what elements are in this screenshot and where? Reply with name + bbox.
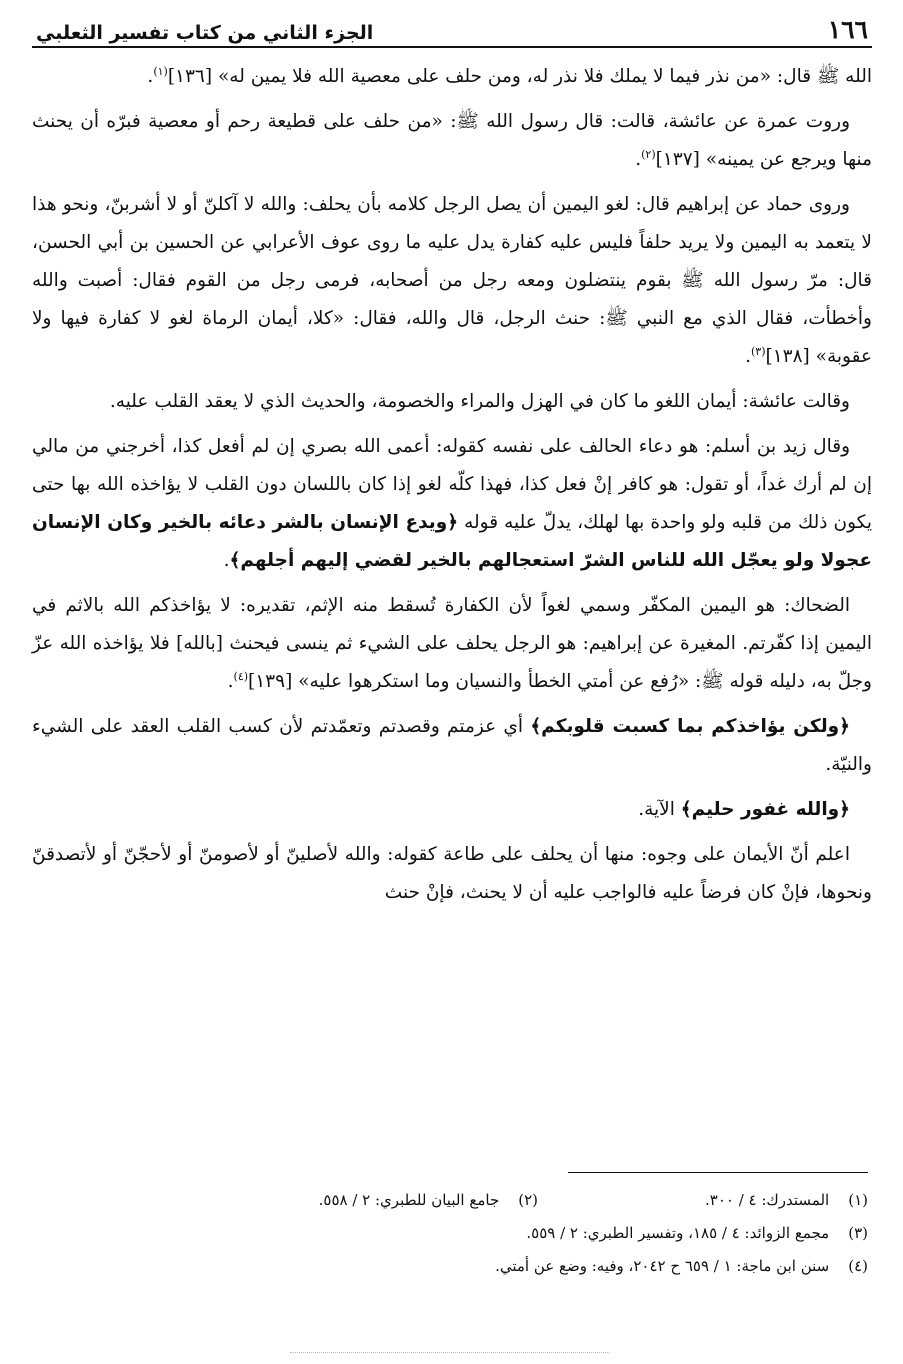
sentence-end: . xyxy=(147,66,154,87)
footnotes xyxy=(36,1184,868,1283)
paragraph-5 xyxy=(32,428,872,580)
footnote-marker: (٣) xyxy=(751,344,766,358)
footnote-text: مجمع الزوائد: ٤ / ١٨٥، وتفسير الطبري: ٢ / ٥٥٩. xyxy=(526,1224,830,1242)
paragraph-3 xyxy=(32,186,872,376)
paragraph-2 xyxy=(32,103,872,179)
footnote-number: (٤) xyxy=(848,1257,868,1275)
paragraph-8 xyxy=(32,791,872,829)
sentence-end: . xyxy=(745,346,751,367)
scan-edge-mark xyxy=(290,1352,610,1353)
footnote-item xyxy=(319,1184,538,1217)
footnote-number: (١) xyxy=(848,1191,868,1209)
footnote-marker: (١) xyxy=(153,64,168,78)
paragraph-4 xyxy=(32,383,872,421)
footnote-text: سنن ابن ماجة: ١ / ٦٥٩ ح ٢٠٤٢، وفيه: وضع عن أمتي. xyxy=(495,1257,830,1275)
footnote-number: (٢) xyxy=(518,1191,538,1209)
paragraph-text: وروت عمرة عن عائشة، قالت: قال رسول الله ﷺ: «من حلف على قطيعة رحم أو معصية فبرّه أن يحنث منها ويرجع عن يمينه» [١٣٧] xyxy=(32,111,872,170)
paragraph-text: وقال زيد بن أسلم: هو دعاء الحالف على نفسه كقوله: أعمى الله بصري إن لم أفعل كذا، أخرجني من مالي إن لم أرك غداً، أو تقول: هو كافر إنْ فعل كذا، فهذا كلّه لغو إذا كان باللسان دون القلب لا يؤاخذه الله بها حتى يكون ذلك من قلبه ولو واحدة بها لهلك، يدلّ عليه قوله xyxy=(32,436,872,533)
footnote-number: (٣) xyxy=(848,1224,868,1242)
main-text xyxy=(32,58,872,912)
paragraph-9 xyxy=(32,836,872,912)
quran-verse: ﴿ويدع الإنسان بالشر دعائه بالخير وكان الإنسان عجولا ولو يعجّل الله للناس الشرّ استعجالهم بالخير لقضي إليهم أجلهم﴾ xyxy=(32,512,872,571)
sentence-end: . xyxy=(635,149,642,170)
paragraph-text: الله ﷺ قال: «من نذر فيما لا يملك فلا نذر له، ومن حلف على معصية الله فلا يمين له» [١٣٦] xyxy=(167,66,872,87)
page-header xyxy=(32,12,872,48)
footnote-item xyxy=(526,1217,868,1250)
footnote-text: المستدرك: ٤ / ٣٠٠. xyxy=(704,1191,830,1209)
book-page xyxy=(32,12,872,1352)
footnote-item xyxy=(538,1184,868,1217)
paragraph-text: وقالت عائشة: أيمان اللغو ما كان في الهزل والمراء والخصومة، والحديث الذي لا يعقد القلب عليه. xyxy=(109,391,850,412)
paragraph-6 xyxy=(32,587,872,701)
sentence-end: . xyxy=(227,671,234,692)
paragraph-text: الآية. xyxy=(638,799,675,820)
quran-verse: ﴿والله غفور حليم﴾ xyxy=(680,799,850,820)
quran-verse: ﴿ولكن يؤاخذكم بما كسبت قلوبكم﴾ xyxy=(530,716,850,737)
paragraph-1 xyxy=(32,58,872,96)
footnote-divider xyxy=(568,1172,868,1173)
footnote-row xyxy=(36,1250,868,1283)
paragraph-7 xyxy=(32,708,872,784)
footnote-row xyxy=(36,1184,868,1217)
paragraph-text: أي عزمتم وقصدتم وتعمّدتم لأن كسب القلب العقد على الشيء والنيّة. xyxy=(32,716,872,775)
paragraph-text: وروى حماد عن إبراهيم قال: لغو اليمين أن يصل الرجل كلامه بأن يحلف: والله لا آكلنّ أو لا أشربنّ، ونحو هذا لا يتعمد به اليمين ولا يريد حلفاً فليس عليه كفارة يدل عليه ما روى عوف الأعرابي عن الحسين بن أبي الحسن، قال: مرّ رسول الله ﷺ بقوم ينتضلون ومعه رجل من أصحابه، فرمى رجل من القوم فقال: أصبت والله وأخطأت، فقال الذي مع النبي ﷺ: حنث الرجل، قال والله، فقال: «كلا، أيمان الرماة لغو لا كفارة فيها ولا عقوبة» [١٣٨] xyxy=(32,194,872,367)
footnote-item xyxy=(495,1250,868,1283)
running-title: الجزء الثاني من كتاب تفسير الثعلبي xyxy=(36,22,374,44)
sentence-end: . xyxy=(223,550,230,571)
footnote-marker: (٢) xyxy=(641,147,656,161)
footnote-text: جامع البيان للطبري: ٢ / ٥٥٨. xyxy=(318,1191,500,1209)
paragraph-text: اعلم أنّ الأيمان على وجوه: منها أن يحلف على طاعة كقوله: والله لأصلينّ أو لأصومنّ أو لأحجّنّ أو لأتصدقنّ ونحوها، فإنْ كان فرضاً عليه فالواجب عليه أن لا يحنث، فإنْ حنث xyxy=(32,844,872,903)
page-number: ١٦٦ xyxy=(827,15,868,44)
paragraph-text: الضحاك: هو اليمين المكفّر وسمي لغواً لأن الكفارة تُسقط منه الإثم، تقديره: لا يؤاخذكم الله بالاثم في اليمين إذا كفّرتم. المغيرة عن إبراهيم: هو الرجل يحلف على الشيء ثم ينسى فيحنث [بالله] فلا يؤاخذه الله عزّ وجلّ به، دليله قوله ﷺ: «رُفع عن أمتي الخطأ والنسيان وما استكرهوا عليه» [١٣٩] xyxy=(32,595,872,692)
footnote-row xyxy=(36,1217,868,1250)
footnote-marker: (٤) xyxy=(233,669,249,683)
